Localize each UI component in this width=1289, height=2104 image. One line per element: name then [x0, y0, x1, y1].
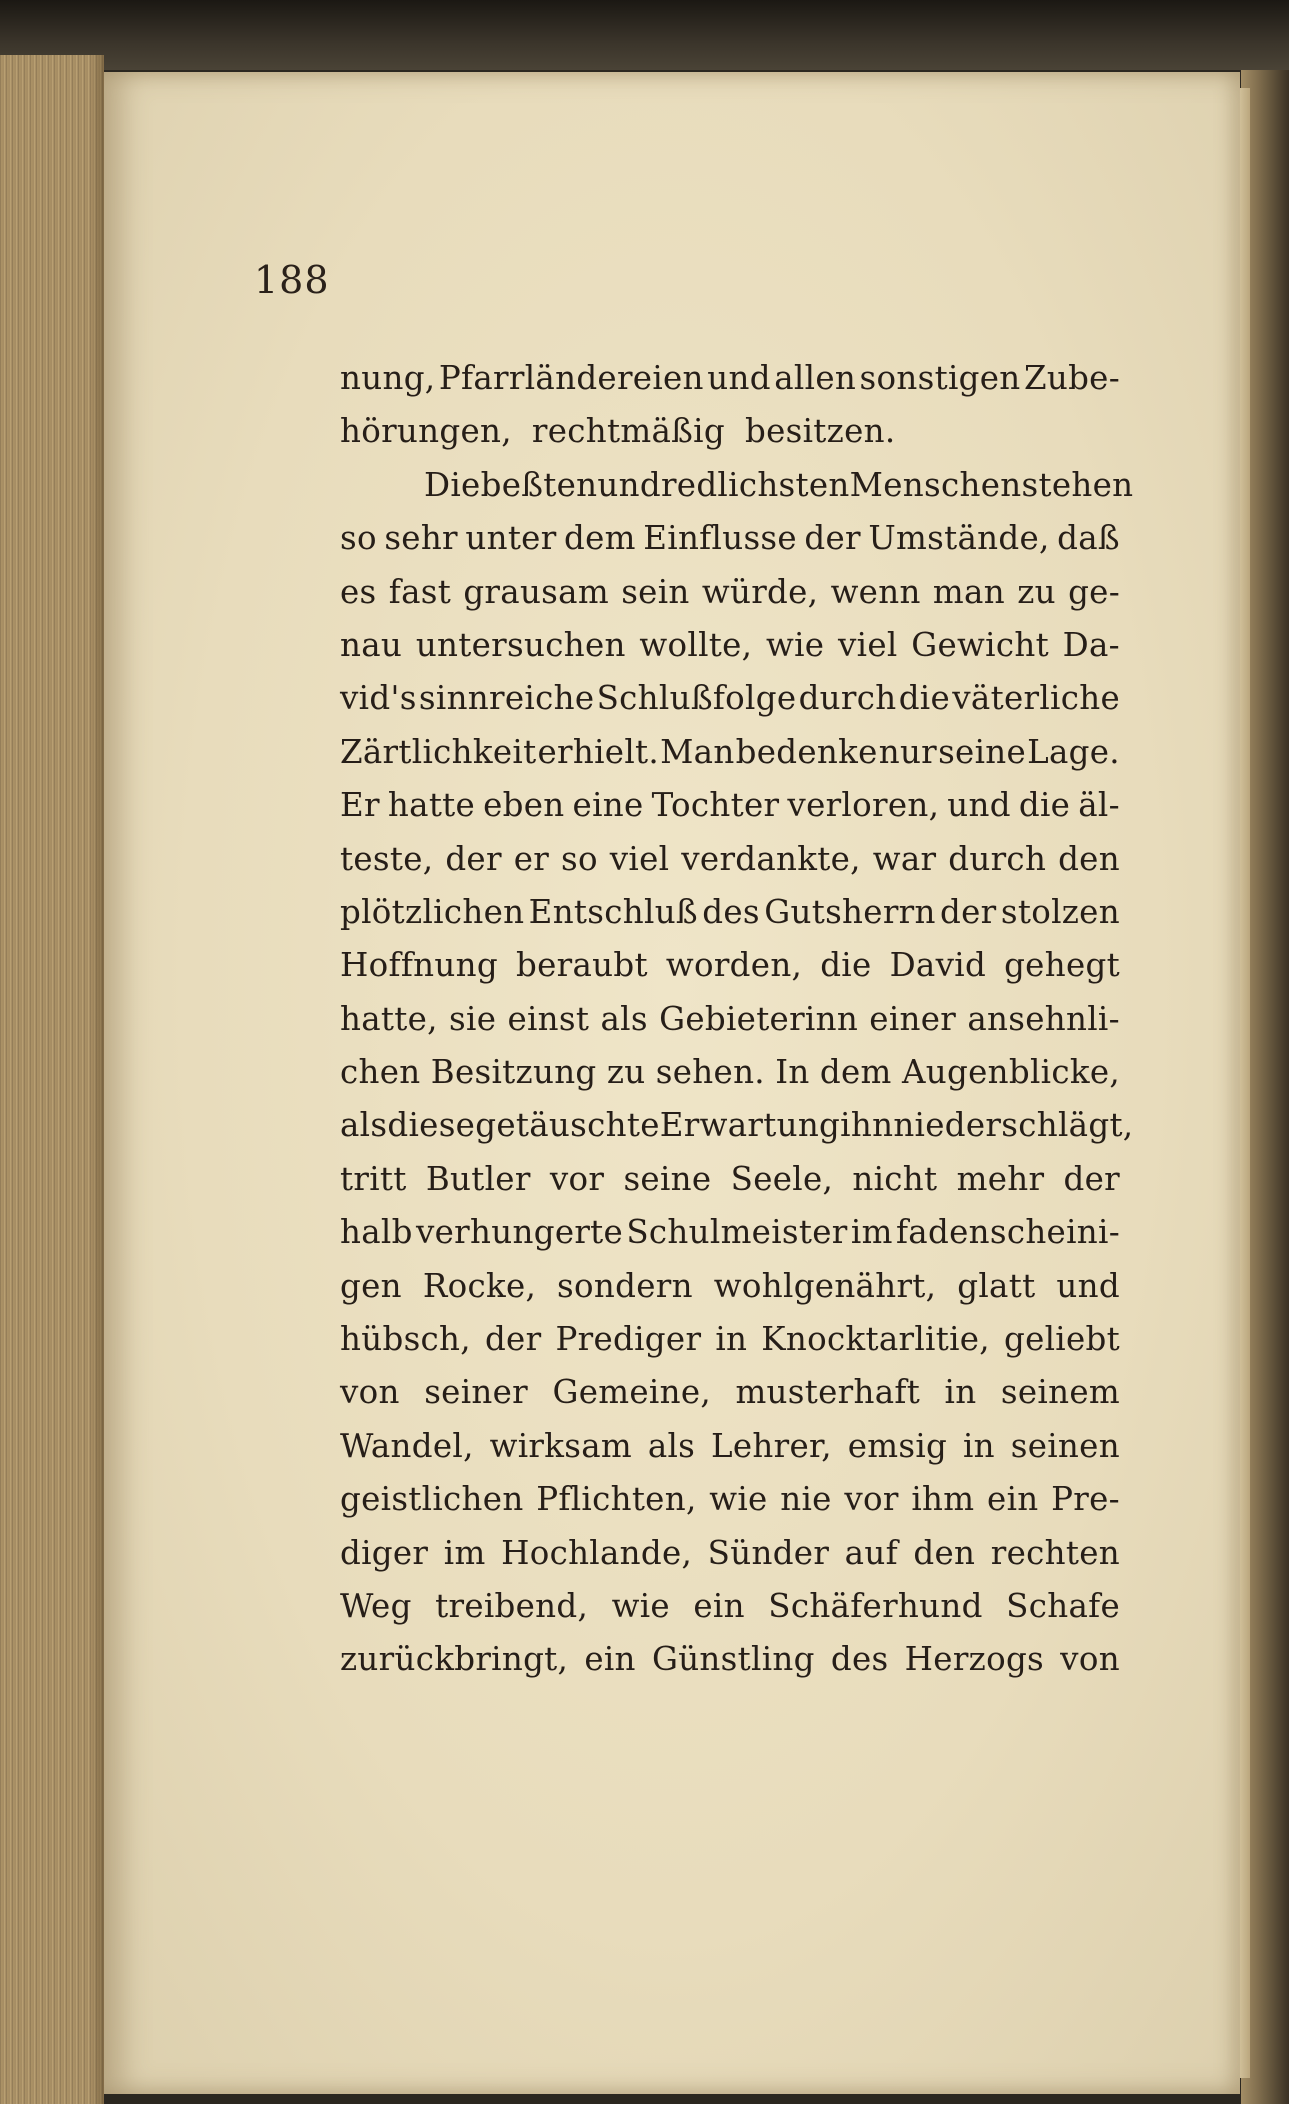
- text-line: [340, 1153, 1120, 1206]
- word: in: [715, 1320, 748, 1359]
- word: durch: [798, 679, 897, 718]
- word: chen: [340, 1053, 421, 1092]
- word: mehr: [956, 1159, 1045, 1198]
- word: sie: [449, 999, 497, 1038]
- word: eben: [483, 786, 565, 825]
- word: äl-: [1078, 786, 1120, 825]
- word: und: [947, 786, 1011, 825]
- word: Gemeine,: [552, 1373, 711, 1412]
- text-line: [340, 459, 1134, 512]
- word: väterliche: [952, 679, 1120, 718]
- word: als: [600, 999, 648, 1038]
- word: fast: [388, 572, 452, 611]
- word: viel: [609, 839, 670, 878]
- word: geistlichen: [340, 1480, 524, 1519]
- word: ihm: [911, 1480, 975, 1519]
- word: seiner: [424, 1373, 529, 1412]
- word: so: [560, 839, 598, 878]
- word: Gutsherrn: [764, 892, 936, 931]
- word: teste,: [340, 839, 434, 878]
- word: den: [913, 1533, 976, 1572]
- word: und: [1056, 1266, 1120, 1305]
- word: nie: [780, 1480, 832, 1519]
- word: in: [944, 1373, 977, 1412]
- word: Butler: [425, 1159, 531, 1198]
- word: des: [702, 892, 760, 931]
- word: wirksam: [489, 1426, 632, 1465]
- word: Prediger: [555, 1320, 702, 1359]
- word: Sünder: [707, 1533, 830, 1572]
- word: seinem: [1000, 1373, 1120, 1412]
- word: sondern: [557, 1266, 693, 1305]
- word: würde,: [701, 572, 819, 611]
- word: emsig: [847, 1426, 948, 1465]
- word: er: [513, 839, 550, 878]
- word: daß: [1057, 519, 1120, 558]
- text-line: [340, 1260, 1120, 1313]
- word: ein: [584, 1640, 636, 1679]
- word: diese: [387, 1106, 476, 1145]
- left-page-stack: [0, 55, 104, 2104]
- text-line: [340, 619, 1120, 672]
- word: Schafe: [1006, 1586, 1120, 1625]
- word: Tochter: [651, 786, 780, 825]
- word: bedenke: [735, 732, 878, 771]
- word: rechtmäßig: [531, 412, 725, 451]
- word: der: [940, 892, 997, 931]
- word: als: [647, 1426, 696, 1465]
- word: seine: [938, 732, 1027, 771]
- word: Erwartung: [659, 1106, 841, 1145]
- word: in: [962, 1426, 995, 1465]
- word: Schäferhund: [768, 1586, 983, 1625]
- word: sehen.: [655, 1053, 765, 1092]
- word: den: [1058, 839, 1120, 878]
- word: Herzogs: [904, 1640, 1045, 1679]
- word: Lehrer,: [710, 1426, 832, 1465]
- text-line: [340, 993, 1120, 1046]
- word: viel: [838, 625, 898, 664]
- word: Einflusse: [643, 519, 797, 558]
- word: Menschen: [849, 465, 1022, 504]
- word: Die: [424, 465, 481, 504]
- word: sinnreiche: [418, 679, 595, 718]
- word: Lage.: [1027, 732, 1120, 771]
- word: und: [707, 359, 771, 397]
- text-line: [340, 512, 1120, 565]
- word: des: [830, 1640, 889, 1679]
- word: ansehnli-: [967, 999, 1120, 1038]
- word: hatte,: [340, 999, 438, 1038]
- text-line: [340, 405, 1120, 458]
- word: allen: [774, 359, 857, 397]
- word: verhungerte: [415, 1213, 624, 1252]
- word: Man: [660, 732, 735, 771]
- word: vor: [844, 1480, 899, 1519]
- word: wohlgenährt,: [713, 1266, 937, 1305]
- word: Schulmeister: [626, 1213, 848, 1252]
- word: worden,: [665, 946, 803, 985]
- word: Entschluß: [528, 892, 698, 931]
- text-line: [340, 886, 1120, 939]
- word: wollte,: [639, 625, 753, 664]
- word: der: [445, 839, 502, 878]
- text-line: [340, 1580, 1120, 1633]
- word: treibend,: [435, 1586, 589, 1625]
- word: die: [898, 679, 951, 718]
- word: untersuchen: [415, 625, 626, 664]
- word: von: [1060, 1640, 1120, 1679]
- word: Umstände,: [868, 519, 1050, 558]
- word: stehen: [1021, 465, 1134, 504]
- word: Zube-: [1023, 359, 1120, 397]
- text-line: [340, 726, 1120, 779]
- word: grausam: [463, 572, 609, 611]
- word: Augenblicke,: [901, 1053, 1120, 1092]
- word: Rocke,: [422, 1266, 537, 1305]
- word: vor: [549, 1159, 605, 1198]
- word: seine: [623, 1159, 712, 1198]
- text-line: [340, 779, 1120, 832]
- word: Gewicht: [911, 625, 1049, 664]
- text-line: [340, 1313, 1120, 1366]
- word: durch: [948, 839, 1047, 878]
- word: In: [775, 1053, 810, 1092]
- word: als: [340, 1106, 388, 1145]
- word: nicht: [852, 1159, 938, 1198]
- word: fadenscheini-: [895, 1213, 1120, 1252]
- word: wie: [611, 1586, 670, 1625]
- text-line: [340, 939, 1120, 992]
- word: eine: [572, 786, 644, 825]
- text-line: [340, 833, 1120, 886]
- word: seinen: [1010, 1426, 1120, 1465]
- word: redlichsten: [660, 465, 850, 504]
- word: wie: [709, 1480, 768, 1519]
- word: im: [850, 1213, 893, 1252]
- word: geliebt: [1003, 1320, 1120, 1359]
- word: Hoffnung: [340, 946, 498, 985]
- word: dem: [564, 519, 636, 558]
- word: die: [820, 946, 872, 985]
- word: besitzen.: [744, 412, 896, 451]
- word: wie: [765, 625, 825, 664]
- word: einer: [869, 999, 957, 1038]
- word: nung,: [340, 359, 436, 397]
- word: Gebieterinn: [659, 999, 859, 1038]
- word: nau: [340, 625, 403, 664]
- word: die: [1018, 786, 1071, 825]
- word: war: [872, 839, 937, 878]
- word: plötzlichen: [340, 892, 525, 931]
- text-line: [340, 1633, 1120, 1686]
- word: gen: [340, 1266, 402, 1305]
- word: stolzen: [1000, 892, 1120, 931]
- word: Schlußfolge: [596, 679, 797, 718]
- page-number: 188: [254, 258, 330, 302]
- word: auf: [844, 1533, 898, 1572]
- word: Knocktarlitie,: [761, 1320, 990, 1359]
- text-line: [340, 1046, 1120, 1099]
- word: verloren,: [787, 786, 940, 825]
- word: gehegt: [1004, 946, 1120, 985]
- word: Er: [340, 786, 380, 825]
- text-line: [340, 672, 1120, 725]
- word: es: [340, 572, 377, 611]
- word: niederschlägt,: [893, 1106, 1134, 1145]
- word: hörungen,: [340, 412, 512, 451]
- word: sonstigen: [859, 359, 1021, 397]
- word: glatt: [957, 1266, 1036, 1305]
- word: der: [484, 1320, 542, 1359]
- word: nur: [878, 732, 938, 771]
- word: erhielt.: [537, 732, 660, 771]
- word: beraubt: [515, 946, 648, 985]
- word: Seele,: [730, 1159, 834, 1198]
- word: zurückbringt,: [340, 1640, 569, 1679]
- word: Besitzung: [430, 1053, 597, 1092]
- word: dem: [819, 1053, 892, 1092]
- text-line: [340, 1527, 1120, 1580]
- word: Zärtlichkeit: [340, 732, 537, 771]
- text-line: [340, 1206, 1120, 1259]
- word: so: [340, 519, 377, 558]
- word: Da-: [1062, 625, 1120, 664]
- word: diger: [340, 1533, 429, 1572]
- book-top-edge: [0, 0, 1289, 70]
- word: hatte: [387, 786, 476, 825]
- word: David: [889, 946, 987, 985]
- word: sehr: [384, 519, 458, 558]
- word: musterhaft: [735, 1373, 921, 1412]
- text-line: [340, 1420, 1120, 1473]
- word: rechten: [990, 1533, 1120, 1572]
- word: halb: [340, 1213, 413, 1252]
- word: Wandel,: [340, 1426, 474, 1465]
- word: man: [932, 572, 1005, 611]
- text-line: [340, 1099, 1134, 1152]
- word: getäuschte: [475, 1106, 660, 1145]
- word: ein: [693, 1586, 745, 1625]
- text-line: [340, 566, 1120, 619]
- word: sein: [621, 572, 690, 611]
- word: zu: [1017, 572, 1056, 611]
- text-line: [340, 352, 1120, 405]
- text-line: [340, 1366, 1120, 1419]
- word: der: [1063, 1159, 1120, 1198]
- word: Pflichten,: [536, 1480, 697, 1519]
- word: einst: [507, 999, 590, 1038]
- word: ein: [987, 1480, 1039, 1519]
- word: ge-: [1068, 572, 1120, 611]
- word: tritt: [340, 1159, 407, 1198]
- word: wenn: [830, 572, 921, 611]
- word: Günstling: [651, 1640, 815, 1679]
- word: Hochlande,: [501, 1533, 693, 1572]
- word: im: [443, 1533, 486, 1572]
- word: vid's: [340, 679, 417, 718]
- word: zu: [606, 1053, 646, 1092]
- word: hübsch,: [340, 1320, 471, 1359]
- word: beßten: [480, 465, 598, 504]
- word: und: [597, 465, 661, 504]
- text-line: [340, 1473, 1120, 1526]
- word: Weg: [340, 1586, 412, 1625]
- word: ihn: [840, 1106, 894, 1145]
- word: verdankte,: [681, 839, 861, 878]
- word: Pfarrländereien: [438, 359, 704, 397]
- word: der: [804, 519, 861, 558]
- word: von: [340, 1373, 400, 1412]
- word: unter: [465, 519, 557, 558]
- body-text: [340, 352, 1134, 1687]
- word: Pre-: [1051, 1480, 1120, 1519]
